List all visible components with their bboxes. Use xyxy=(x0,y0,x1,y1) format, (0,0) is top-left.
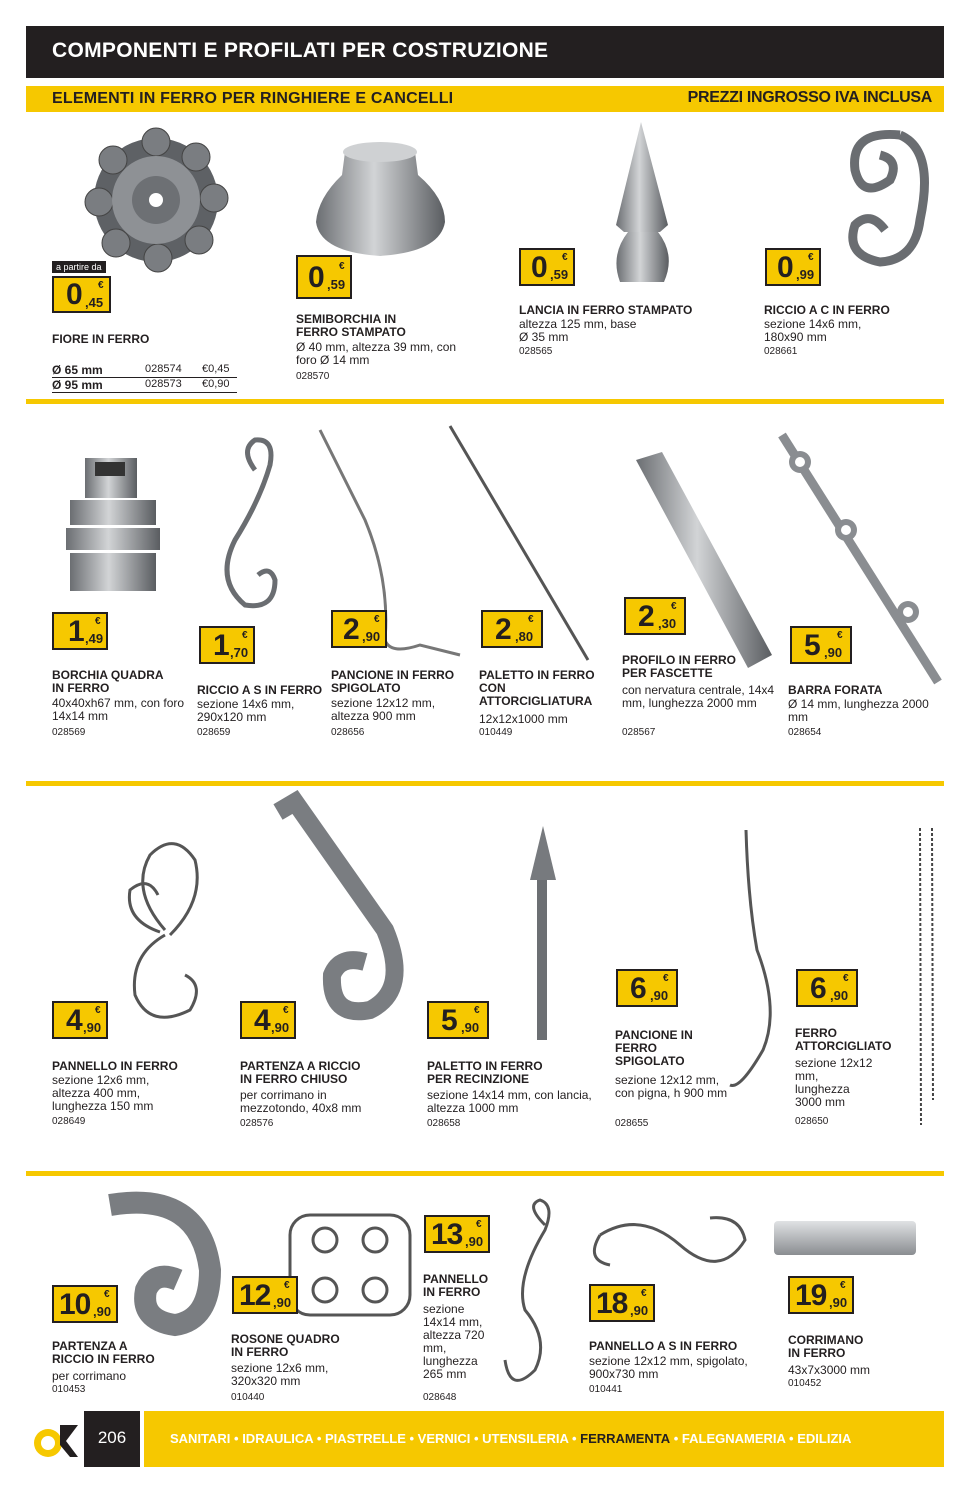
semiborchia-image xyxy=(316,142,445,256)
price-tag: 0 € ,59 xyxy=(296,255,352,299)
riccio-c-image xyxy=(853,134,925,262)
product-title: FERRO ATTORCIGLIATO xyxy=(795,1026,892,1053)
product-code: 010449 xyxy=(479,727,513,738)
pannello-s-image xyxy=(594,1218,745,1265)
product-code: 028650 xyxy=(795,1116,829,1127)
pannello-14-image xyxy=(505,1200,549,1380)
product-code: 028658 xyxy=(427,1118,461,1129)
product-title: RICCIO A C IN FERRO xyxy=(764,303,890,317)
price-tag: 4 € ,90 xyxy=(240,1001,296,1039)
product-title: PROFILO IN FERRO PER FASCETTE xyxy=(622,653,736,680)
price-tag: 19 € ,90 xyxy=(788,1276,854,1314)
product-description: sezione 12x6 mm, altezza 400 mm, lunghezza 150 mm xyxy=(52,1073,154,1113)
paletto-recinzione-image xyxy=(530,826,556,1040)
product-title: PALETTO IN FERRO CON ATTORCIGLIATURA xyxy=(479,668,595,708)
price-tag: 12 € ,90 xyxy=(232,1276,298,1314)
page-number-box xyxy=(84,1411,140,1467)
product-description: sezione 14x14 mm, altezza 720 mm, lunghezza 265 mm xyxy=(423,1302,485,1381)
price-tag: 6 € ,90 xyxy=(616,969,678,1007)
brand-logo xyxy=(26,1411,80,1467)
price-tag: 2 € ,90 xyxy=(331,610,387,648)
product-code: 010453 xyxy=(52,1384,86,1395)
borchia-image xyxy=(66,458,160,591)
product-description: sezione 12x6 mm, 320x320 mm xyxy=(231,1361,329,1388)
product-title: BORCHIA QUADRA IN FERRO xyxy=(52,668,164,695)
product-code: 010452 xyxy=(788,1378,822,1389)
flower-image xyxy=(85,128,228,272)
product-title: CORRIMANO IN FERRO xyxy=(788,1333,864,1360)
from-price-badge: a partire da xyxy=(52,261,106,273)
product-description: Ø 40 mm, altezza 39 mm, con foro Ø 14 mm xyxy=(296,340,457,367)
corrimano-image xyxy=(774,1221,916,1255)
pannello-image xyxy=(129,844,197,1018)
product-title: PARTENZA A RICCIO IN FERRO xyxy=(52,1339,155,1366)
product-code: 028656 xyxy=(331,727,365,738)
product-code: 028576 xyxy=(240,1118,274,1129)
product-description: sezione 12x12 mm, lunghezza 3000 mm xyxy=(795,1056,873,1109)
partenza-riccio-image xyxy=(110,1203,210,1325)
product-title: PANNELLO IN FERRO xyxy=(423,1272,489,1299)
product-title: SEMIBORCHIA IN FERRO STAMPATO xyxy=(296,312,406,339)
price-tag: 6 € ,90 xyxy=(796,969,858,1007)
product-code: 028659 xyxy=(197,727,231,738)
price-tag: 10 € ,90 xyxy=(52,1285,118,1323)
price-tag: 0 € ,59 xyxy=(519,248,575,286)
price-tag: 0 € ,45 xyxy=(52,276,111,313)
variant-row: Ø 65 mm 028574 €0,45 xyxy=(52,363,237,378)
product-code: 028565 xyxy=(519,346,553,357)
footer-bar xyxy=(144,1411,944,1467)
product-code: 010440 xyxy=(231,1392,265,1403)
product-code: 028569 xyxy=(52,727,86,738)
price-note: PREZZI INGROSSO IVA INCLUSA xyxy=(687,89,932,106)
price-tag: 13 € ,90 xyxy=(424,1215,490,1253)
product-code: 028649 xyxy=(52,1116,86,1127)
product-code: 010441 xyxy=(589,1384,623,1395)
product-description: sezione 12x12 mm, spigolato, 900x730 mm xyxy=(589,1354,748,1381)
product-description: per corrimano xyxy=(52,1369,127,1383)
page-title: COMPONENTI E PROFILATI PER COSTRUZIONE xyxy=(52,39,549,62)
product-code: 028570 xyxy=(296,371,330,382)
product-title: ROSONE QUADRO IN FERRO xyxy=(231,1332,340,1359)
product-description: sezione 14x14 mm, con lancia, altezza 1000 mm xyxy=(427,1088,592,1115)
product-description: per corrimano in mezzotondo, 40x8 mm xyxy=(240,1088,362,1115)
product-description: sezione 12x12 mm, altezza 900 mm xyxy=(331,696,436,723)
product-title: PARTENZA A RICCIO IN FERRO CHIUSO xyxy=(240,1059,361,1086)
product-description: altezza 125 mm, base Ø 35 mm xyxy=(519,317,637,344)
profilo-image xyxy=(636,452,772,668)
price-tag: 18 € ,90 xyxy=(589,1284,655,1322)
product-title: PANCIONE IN FERRO SPIGOLATO xyxy=(615,1028,693,1068)
product-title: LANCIA IN FERRO STAMPATO xyxy=(519,303,693,317)
product-title: PANNELLO IN FERRO xyxy=(52,1059,178,1073)
product-code: 028648 xyxy=(423,1392,457,1403)
price-tag: 4 € ,90 xyxy=(52,1001,108,1039)
riccio-s-image xyxy=(227,440,275,606)
price-tag: 1 € ,70 xyxy=(199,626,255,664)
price-tag: 2 € ,30 xyxy=(624,597,686,635)
product-description: sezione 12x12 mm, con pigna, h 900 mm xyxy=(615,1073,728,1100)
price-tag: 0 € ,99 xyxy=(765,248,821,286)
ferro-attorcigliato-image xyxy=(920,828,933,1125)
product-title: PANNELLO A S IN FERRO xyxy=(589,1339,738,1353)
rosone-image xyxy=(290,1215,410,1315)
price-tag: 1 € ,49 xyxy=(52,612,108,650)
pancione-pigna-image xyxy=(730,830,770,1086)
section-title: ELEMENTI IN FERRO PER RINGHIERE E CANCELLI xyxy=(52,90,454,107)
product-description: 12x12x1000 mm xyxy=(479,712,568,726)
category-nav: SANITARI • IDRAULICA • PIASTRELLE • VERNICI • UTENSILERIA • FERRAMENTA • FALEGNAMERIA • EDILIZIA xyxy=(170,1431,852,1446)
product-description: Ø 14 mm, lunghezza 2000 mm xyxy=(788,697,929,724)
variant-row: Ø 95 mm 028573 €0,90 xyxy=(52,378,237,393)
page-number: 206 xyxy=(97,1428,127,1447)
product-description: sezione 14x6 mm, 180x90 mm xyxy=(764,317,862,344)
partenza-chiuso-image xyxy=(278,802,395,1011)
active-category: FERRAMENTA xyxy=(580,1431,671,1446)
price-tag: 5 € ,90 xyxy=(790,626,852,664)
lancia-image xyxy=(616,122,669,282)
product-title: RICCIO A S IN FERRO xyxy=(197,683,323,697)
price-tag: 5 € ,90 xyxy=(427,1001,489,1039)
product-title: BARRA FORATA xyxy=(788,683,883,697)
product-code: 028654 xyxy=(788,727,822,738)
product-title: PALETTO IN FERRO PER RECINZIONE xyxy=(427,1059,543,1086)
product-description: sezione 14x6 mm, 290x120 mm xyxy=(197,697,295,724)
product-code: 028661 xyxy=(764,346,798,357)
product-code: 028567 xyxy=(622,727,656,738)
price-tag: 2 € ,80 xyxy=(481,610,543,648)
product-description: 43x7x3000 mm xyxy=(788,1363,871,1377)
product-title: FIORE IN FERRO xyxy=(52,332,150,346)
product-title: PANCIONE IN FERRO SPIGOLATO xyxy=(331,668,455,695)
product-description: 40x40xh67 mm, con foro 14x14 mm xyxy=(52,696,185,723)
product-description: con nervatura centrale, 14x4 mm, lunghezza 2000 mm xyxy=(622,683,775,710)
product-code: 028655 xyxy=(615,1118,649,1129)
